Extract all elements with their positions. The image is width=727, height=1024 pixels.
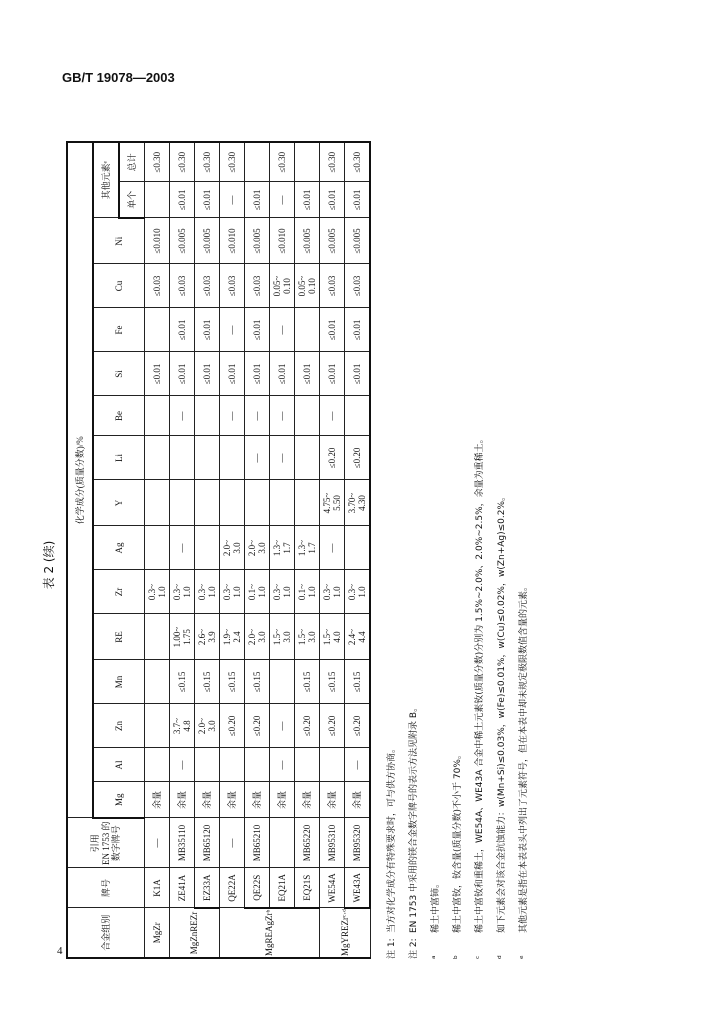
value-cell xyxy=(195,396,220,436)
alloy-group-cell: MgYREZrᶜ·ᵈ xyxy=(320,908,371,958)
value-cell xyxy=(145,480,170,526)
value-cell: — xyxy=(245,436,270,480)
en-number-cell: MB95320 xyxy=(345,818,371,868)
value-cell: 余量 xyxy=(220,782,245,818)
value-cell: 4.75~ 5.50 xyxy=(320,480,345,526)
value-cell: ≤0.01 xyxy=(195,308,220,352)
table-row xyxy=(170,142,195,958)
value-cell xyxy=(145,660,170,704)
value-cell xyxy=(145,704,170,748)
value-cell xyxy=(295,436,320,480)
value-cell: — xyxy=(220,396,245,436)
value-cell xyxy=(145,614,170,660)
value-cell xyxy=(170,480,195,526)
header-group: 合金组别 xyxy=(67,908,145,958)
en-number-cell: — xyxy=(145,818,170,868)
value-cell: ≤0.005 xyxy=(195,218,220,264)
value-cell: — xyxy=(270,308,295,352)
note-mark: 注 1: xyxy=(387,938,397,959)
note-text: 稀土中富钕和重稀土，WE54A、WE43A 合金中稀土元素钕(质量分数)分别为 1.5%~2.0%、2.0%~2.5%，余量为重稀土。 xyxy=(475,434,485,933)
value-cell: ≤0.30 xyxy=(220,142,245,182)
value-cell: ≤0.30 xyxy=(320,142,345,182)
value-cell: 1.5~ 3.0 xyxy=(295,614,320,660)
header-element: Be xyxy=(93,396,145,436)
value-cell: 2.0~ 3.0 xyxy=(195,704,220,748)
value-cell: ≤0.30 xyxy=(270,142,295,182)
value-cell: ≤0.03 xyxy=(345,264,371,308)
value-cell xyxy=(345,396,371,436)
value-cell: ≤0.03 xyxy=(170,264,195,308)
value-cell: ≤0.03 xyxy=(220,264,245,308)
value-cell: ≤0.30 xyxy=(170,142,195,182)
alloy-group-cell: MgREAgZrᵇ xyxy=(220,908,320,958)
value-cell: ≤0.01 xyxy=(295,352,320,396)
grade-cell: ZE41A xyxy=(170,868,195,908)
value-cell: 余量 xyxy=(270,782,295,818)
note-line xyxy=(425,125,447,959)
value-cell: 1.5~ 4.0 xyxy=(320,614,345,660)
header-element: Zn xyxy=(93,704,145,748)
grade-cell: QE22A xyxy=(220,868,245,908)
header-other-elements: 其他元素ᵉ xyxy=(93,142,119,218)
header-total: 总计 xyxy=(119,142,145,182)
note-line xyxy=(491,125,513,959)
table-row xyxy=(320,142,345,958)
table-row xyxy=(295,142,320,958)
value-cell: ≤0.01 xyxy=(245,182,270,218)
value-cell: ≤0.01 xyxy=(170,352,195,396)
header-grade: 牌号 xyxy=(67,868,145,908)
value-cell: ≤0.03 xyxy=(245,264,270,308)
note-mark: 注 2: xyxy=(409,938,419,959)
value-cell: ≤0.01 xyxy=(170,308,195,352)
header-en-ref: 引用 EN 1753 的 数字牌号 xyxy=(67,818,145,868)
note-line xyxy=(403,125,425,959)
value-cell: — xyxy=(270,436,295,480)
value-cell: 2.0~ 3.0 xyxy=(245,526,270,570)
value-cell: 0.3~ 1.0 xyxy=(170,570,195,614)
value-cell: ≤0.01 xyxy=(145,352,170,396)
value-cell: ≤0.01 xyxy=(195,352,220,396)
en-number-cell: MB65210 xyxy=(245,818,270,868)
note-text: 如下元素会对该合金抗蚀能力：w(Mn+Si)≤0.03%，w(Fe)≤0.01%，w(Cu)≤0.02%，w(Zn+Ag)≤0.2%。 xyxy=(497,491,507,933)
note-line xyxy=(513,125,535,959)
value-cell: 3.70~ 4.30 xyxy=(345,480,371,526)
note-text: 当方对化学成分有特殊要求时，可与供方协商。 xyxy=(387,743,397,933)
note-mark: ᵇ xyxy=(453,955,463,959)
value-cell: ≤0.20 xyxy=(295,704,320,748)
table-row xyxy=(145,142,170,958)
grade-cell: WE54A xyxy=(320,868,345,908)
value-cell: 2.4~ 4.4 xyxy=(345,614,371,660)
value-cell: ≤0.010 xyxy=(220,218,245,264)
table-row xyxy=(345,142,371,958)
value-cell: ≤0.15 xyxy=(320,660,345,704)
note-line xyxy=(469,125,491,959)
value-cell: ≤0.30 xyxy=(345,142,371,182)
value-cell xyxy=(220,480,245,526)
value-cell: ≤0.005 xyxy=(170,218,195,264)
value-cell: ≤0.01 xyxy=(220,352,245,396)
value-cell: ≤0.15 xyxy=(170,660,195,704)
value-cell xyxy=(270,480,295,526)
header-element: Si xyxy=(93,352,145,396)
value-cell: 余量 xyxy=(245,782,270,818)
grade-cell: QE22S xyxy=(245,868,270,908)
value-cell: ≤0.03 xyxy=(145,264,170,308)
header-element: Y xyxy=(93,480,145,526)
value-cell: — xyxy=(245,396,270,436)
value-cell: ≤0.20 xyxy=(345,704,371,748)
value-cell: — xyxy=(220,182,245,218)
en-number-cell: — xyxy=(220,818,245,868)
value-cell: 0.1~ 1.0 xyxy=(295,570,320,614)
value-cell xyxy=(195,480,220,526)
note-text: EN 1753 中采用的镁合金数字牌号的表示方法见附录 B。 xyxy=(409,702,419,933)
value-cell: 2.6~ 3.9 xyxy=(195,614,220,660)
value-cell: ≤0.20 xyxy=(320,436,345,480)
en-number-cell xyxy=(270,818,295,868)
value-cell: 0.3~ 1.0 xyxy=(345,570,371,614)
note-text: 稀土中富铈。 xyxy=(431,878,441,933)
value-cell: 0.05~ 0.10 xyxy=(295,264,320,308)
value-cell xyxy=(295,308,320,352)
value-cell xyxy=(145,396,170,436)
value-cell: ≤0.005 xyxy=(320,218,345,264)
value-cell: ≤0.01 xyxy=(320,352,345,396)
note-mark: ᵉ xyxy=(519,955,529,959)
note-line xyxy=(447,125,469,959)
value-cell: ≤0.01 xyxy=(345,308,371,352)
value-cell: 余量 xyxy=(345,782,371,818)
value-cell: ≤0.01 xyxy=(270,352,295,396)
value-cell xyxy=(145,748,170,782)
value-cell xyxy=(195,526,220,570)
value-cell: ≤0.005 xyxy=(295,218,320,264)
value-cell: — xyxy=(270,704,295,748)
header-element: Ag xyxy=(93,526,145,570)
grade-cell: EQ21A xyxy=(270,868,295,908)
value-cell: — xyxy=(270,396,295,436)
value-cell: — xyxy=(320,396,345,436)
value-cell: ≤0.03 xyxy=(320,264,345,308)
value-cell xyxy=(295,142,320,182)
value-cell: ≤0.15 xyxy=(195,660,220,704)
grade-cell: WE43A xyxy=(345,868,371,908)
table-row xyxy=(195,142,220,958)
value-cell: 0.3~ 1.0 xyxy=(320,570,345,614)
header-chem-composition: 化学成分(质量分数)/% xyxy=(67,142,93,818)
value-cell: ≤0.01 xyxy=(195,182,220,218)
rotated-table-block xyxy=(40,125,680,1005)
header-element: Al xyxy=(93,748,145,782)
value-cell xyxy=(295,480,320,526)
alloy-group-cell: MgZr xyxy=(145,908,170,958)
table-row xyxy=(270,142,295,958)
value-cell: — xyxy=(270,748,295,782)
en-number-cell: MB95310 xyxy=(320,818,345,868)
value-cell: ≤0.01 xyxy=(320,308,345,352)
value-cell: ≤0.005 xyxy=(245,218,270,264)
value-cell xyxy=(245,748,270,782)
value-cell: 余量 xyxy=(195,782,220,818)
note-text: 其他元素是指在本表表头中列出了元素符号，但在本表中却未规定极限数值含量的元素。 xyxy=(519,581,529,933)
value-cell xyxy=(195,436,220,480)
value-cell: 2.0~ 3.0 xyxy=(245,614,270,660)
composition-table xyxy=(66,141,371,959)
grade-cell: K1A xyxy=(145,868,170,908)
alloy-group-cell: MgZnREZr xyxy=(170,908,220,958)
value-cell: ≤0.01 xyxy=(345,182,371,218)
value-cell: ≤0.20 xyxy=(220,704,245,748)
en-number-cell: MB65120 xyxy=(195,818,220,868)
note-mark: ᶜ xyxy=(475,955,485,959)
header-element: Zr xyxy=(93,570,145,614)
value-cell: — xyxy=(170,526,195,570)
header-element: Mn xyxy=(93,660,145,704)
table-notes xyxy=(381,125,535,959)
value-cell xyxy=(170,436,195,480)
value-cell xyxy=(145,436,170,480)
table-row xyxy=(245,142,270,958)
value-cell: 余量 xyxy=(295,782,320,818)
value-cell: ≤0.15 xyxy=(245,660,270,704)
value-cell: 0.1~ 1.0 xyxy=(245,570,270,614)
value-cell: ≤0.01 xyxy=(245,308,270,352)
value-cell: ≤0.010 xyxy=(270,218,295,264)
value-cell: ≤0.20 xyxy=(345,436,371,480)
value-cell: ≤0.01 xyxy=(170,182,195,218)
value-cell: ≤0.01 xyxy=(345,352,371,396)
value-cell xyxy=(245,480,270,526)
note-mark: ᵃ xyxy=(431,955,441,959)
header-row-top xyxy=(67,142,93,958)
note-text: 稀土中富钕，钕含量(质量分数)不小于 70%。 xyxy=(453,750,463,933)
note-line xyxy=(381,125,403,959)
en-number-cell: MB35110 xyxy=(170,818,195,868)
value-cell: ≤0.01 xyxy=(320,182,345,218)
value-cell xyxy=(270,660,295,704)
value-cell: — xyxy=(170,748,195,782)
table-caption: 表 2 (续) xyxy=(42,540,56,590)
value-cell: ≤0.20 xyxy=(320,704,345,748)
value-cell xyxy=(320,748,345,782)
grade-cell: EQ21S xyxy=(295,868,320,908)
value-cell: ≤0.15 xyxy=(345,660,371,704)
value-cell: 1.3~ 1.7 xyxy=(295,526,320,570)
value-cell xyxy=(145,308,170,352)
standard-code: GB/T 19078—2003 xyxy=(62,70,175,85)
value-cell xyxy=(145,182,170,218)
value-cell: 0.3~ 1.0 xyxy=(270,570,295,614)
value-cell: 余量 xyxy=(320,782,345,818)
value-cell xyxy=(220,748,245,782)
table-row xyxy=(220,142,245,958)
value-cell: 3.7~ 4.8 xyxy=(170,704,195,748)
value-cell xyxy=(345,526,371,570)
value-cell: ≤0.010 xyxy=(145,218,170,264)
note-mark: ᵈ xyxy=(497,955,507,959)
value-cell: ≤0.03 xyxy=(195,264,220,308)
value-cell xyxy=(145,526,170,570)
en-number-cell: MB65220 xyxy=(295,818,320,868)
value-cell xyxy=(295,748,320,782)
value-cell: 1.9~ 2.4 xyxy=(220,614,245,660)
value-cell: 0.3~ 1.0 xyxy=(145,570,170,614)
grade-cell: EZ33A xyxy=(195,868,220,908)
value-cell: 1.3~ 1.7 xyxy=(270,526,295,570)
header-element: Li xyxy=(93,436,145,480)
value-cell: 余量 xyxy=(170,782,195,818)
value-cell: ≤0.01 xyxy=(245,352,270,396)
header-element: RE xyxy=(93,614,145,660)
page-number: 4 xyxy=(57,945,63,957)
value-cell: 余量 xyxy=(145,782,170,818)
value-cell: 0.05~ 0.10 xyxy=(270,264,295,308)
value-cell: — xyxy=(320,526,345,570)
value-cell: 1.5~ 3.0 xyxy=(270,614,295,660)
header-single: 单个 xyxy=(119,182,145,218)
value-cell: 0.3~ 1.0 xyxy=(220,570,245,614)
value-cell: — xyxy=(270,182,295,218)
header-element: Mg xyxy=(93,782,145,818)
value-cell: ≤0.20 xyxy=(245,704,270,748)
value-cell: 1.00~ 1.75 xyxy=(170,614,195,660)
value-cell: — xyxy=(345,748,371,782)
value-cell: ≤0.30 xyxy=(145,142,170,182)
value-cell: ≤0.15 xyxy=(295,660,320,704)
value-cell xyxy=(245,142,270,182)
value-cell xyxy=(195,748,220,782)
header-element: Cu xyxy=(93,264,145,308)
value-cell xyxy=(220,436,245,480)
header-element: Fe xyxy=(93,308,145,352)
value-cell: — xyxy=(220,308,245,352)
value-cell: — xyxy=(170,396,195,436)
value-cell: ≤0.005 xyxy=(345,218,371,264)
value-cell: 2.0~ 3.0 xyxy=(220,526,245,570)
value-cell: ≤0.15 xyxy=(220,660,245,704)
value-cell: 0.3~ 1.0 xyxy=(195,570,220,614)
header-element: Ni xyxy=(93,218,145,264)
value-cell xyxy=(295,396,320,436)
value-cell: ≤0.30 xyxy=(195,142,220,182)
value-cell: ≤0.01 xyxy=(295,182,320,218)
